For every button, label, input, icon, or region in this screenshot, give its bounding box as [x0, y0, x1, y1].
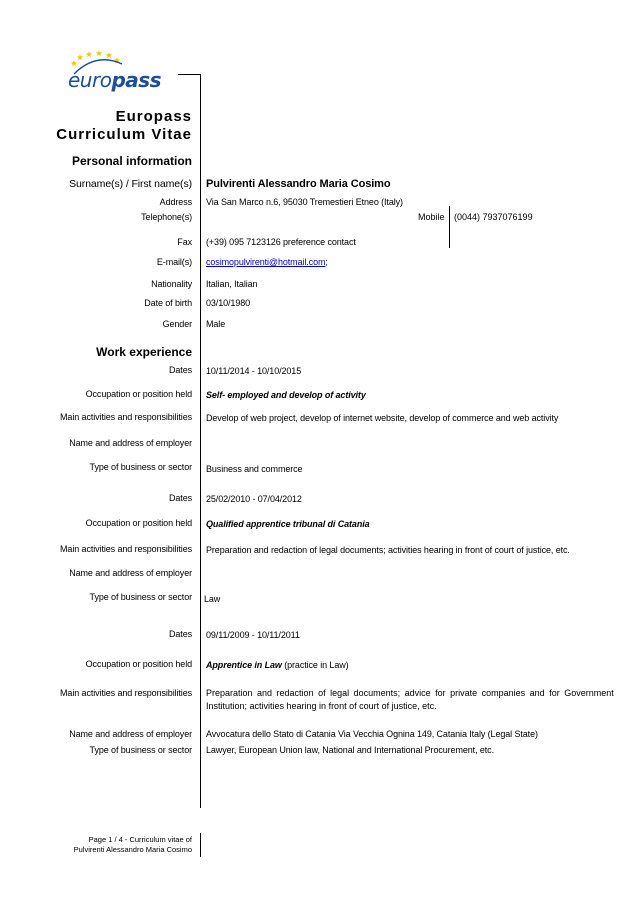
gender-label: Gender [162, 319, 192, 329]
top-rule-horizontal [178, 74, 201, 75]
entry3-employer: Avvocatura dello Stato di Catania Via Vecchia Ognina 149, Catania Italy (Legal State) [206, 729, 538, 739]
entry3-dates-label: Dates [168, 629, 192, 639]
footer-owner-name: Pulvirenti Alessandro Maria Cosimo [73, 845, 192, 854]
logo-text-light: euro [68, 68, 112, 92]
entry3-occupation-note: (practice in Law) [281, 660, 349, 670]
mobile-value: (0044) 7937076199 [454, 212, 533, 222]
entry1-business: Business and commerce [206, 464, 303, 474]
cv-title: Europass [115, 108, 192, 125]
mobile-divider [449, 206, 450, 248]
entry3-business-label: Type of business or sector [89, 745, 192, 755]
logo-text-bold: pass [111, 68, 162, 92]
work-experience-heading: Work experience [96, 345, 192, 359]
dob-value: 03/10/1980 [206, 298, 251, 308]
email-suffix: ; [325, 257, 328, 267]
entry1-occupation-label: Occupation or position held [85, 389, 192, 399]
address-value: Via San Marco n.6, 95030 Tremestieri Etneo (Italy) [206, 197, 403, 207]
fax-value: (+39) 095 7123126 preference contact [206, 237, 356, 247]
email-line [206, 257, 328, 267]
entry2-dates: 25/02/2010 - 07/04/2012 [206, 494, 302, 504]
column-divider-footer [200, 833, 201, 857]
entry3-dates: 09/11/2009 - 10/11/2011 [206, 630, 300, 640]
entry2-business-label: Type of business or sector [89, 592, 192, 602]
entry1-dates-label: Dates [168, 365, 192, 375]
entry2-occupation: Qualified apprentice tribunal di Catania [206, 519, 370, 529]
mobile-label: Mobile [418, 212, 445, 222]
personal-info-heading: Personal information [71, 154, 192, 168]
entry2-activities-label: Main activities and responsibilities [60, 544, 192, 554]
entry1-dates: 10/11/2014 - 10/10/2015 [206, 366, 302, 376]
entry3-occupation [206, 660, 349, 670]
entry1-employer-label: Name and address of employer [69, 438, 192, 448]
name-label: Surname(s) / First name(s) [69, 178, 192, 190]
full-name: Pulvirenti Alessandro Maria Cosimo [206, 178, 391, 190]
entry3-occupation-title: Apprentice in Law [206, 660, 282, 670]
europass-logo [64, 50, 174, 100]
fax-label: Fax [177, 237, 192, 247]
cv-subtitle: Curriculum Vitae [56, 126, 192, 143]
entry2-business: Law [204, 594, 221, 604]
email-link[interactable]: cosimopulvirenti@hotmail.com [206, 257, 326, 267]
entry3-activities [206, 688, 614, 711]
email-label: E-mail(s) [156, 257, 192, 267]
entry2-activities: Preparation and redaction of legal documents; activities hearing in front of court of justice, etc. [206, 545, 570, 555]
address-label: Address [159, 197, 192, 207]
entry2-employer-label: Name and address of employer [69, 568, 192, 578]
nationality-label: Nationality [151, 279, 192, 289]
entry3-activities-line2: Institution; activities hearing in front of court of justice, etc. [206, 701, 437, 711]
column-divider-main [200, 74, 201, 808]
nationality-value: Italian, Italian [206, 279, 258, 289]
entry3-activities-label: Main activities and responsibilities [60, 688, 192, 698]
dob-label: Date of birth [144, 298, 192, 308]
entry2-dates-label: Dates [168, 493, 192, 503]
footer-page-info: Page 1 / 4 - Curriculum vitae of [88, 835, 192, 844]
gender-value: Male [206, 319, 226, 329]
entry3-occupation-label: Occupation or position held [85, 659, 192, 669]
entry1-business-label: Type of business or sector [89, 462, 192, 472]
entry3-activities-line1: Preparation and redaction of legal documents; advice for private companies and for Government [206, 688, 614, 698]
entry1-occupation: Self- employed and develop of activity [206, 390, 366, 400]
telephone-label: Telephone(s) [141, 212, 192, 222]
entry1-activities-label: Main activities and responsibilities [60, 412, 192, 422]
entry2-occupation-label: Occupation or position held [85, 518, 192, 528]
entry3-business: Lawyer, European Union law, National and International Procurement, etc. [206, 745, 494, 755]
entry3-employer-label: Name and address of employer [69, 729, 192, 739]
entry1-activities: Develop of web project, develop of internet website, develop of commerce and web activity [206, 413, 559, 423]
